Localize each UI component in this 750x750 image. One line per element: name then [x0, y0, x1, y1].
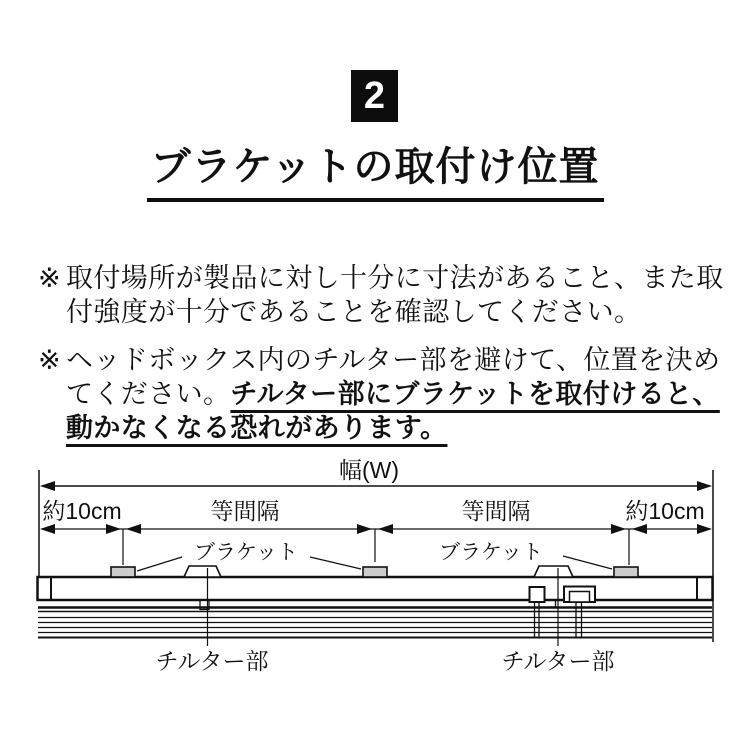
bracket-position-diagram — [0, 450, 750, 685]
right-spacing-label: 等間隔 — [461, 498, 531, 524]
right-margin-label: 約10cm — [625, 498, 705, 524]
headbox — [38, 577, 713, 600]
left-margin-label: 約10cm — [42, 498, 122, 524]
arrowhead-tick1-right — [126, 524, 141, 534]
tilter-cover-left — [184, 566, 221, 577]
arrowhead-right — [697, 481, 712, 491]
left-bracket-label: ブラケット — [194, 541, 298, 564]
title-wrap — [0, 143, 750, 202]
bracket-right — [614, 567, 638, 577]
arrowhead-right-end — [697, 524, 712, 534]
note-marker: ※ — [38, 345, 62, 375]
cord-lock-inner — [570, 592, 590, 603]
arrowhead-tick2-right — [378, 524, 393, 534]
arrowhead-tick2-left — [357, 524, 372, 534]
tilter-cover-right — [534, 566, 573, 577]
note-text-emphasis: チルター部にブラケットを取付けると、動かなくなる恐れがあります。 — [66, 379, 720, 443]
right-tilter-label: チルター部 — [501, 648, 615, 674]
arrowhead-tick1-left — [106, 524, 121, 534]
arrowhead-tick3-left — [611, 524, 626, 534]
arrowhead-tick3-right — [632, 524, 647, 534]
note-marker: ※ — [38, 263, 62, 293]
step-number-badge — [351, 70, 398, 122]
arrowhead-left-end — [40, 524, 55, 534]
note-tilter-warning — [38, 343, 728, 445]
step-number: 2 — [363, 74, 386, 117]
notes-list — [38, 261, 724, 459]
cord-guide — [545, 601, 556, 608]
page-title: ブラケットの取付け位置 — [147, 143, 604, 202]
left-spacing-label: 等間隔 — [210, 498, 280, 524]
arrowhead-left — [40, 481, 55, 491]
note-dimension-check — [38, 261, 728, 329]
left-tilter-label: チルター部 — [155, 648, 269, 674]
leader-bracket2 — [310, 557, 361, 569]
leader-bracket3 — [563, 556, 612, 569]
bracket-middle — [363, 567, 387, 577]
right-bracket-label: ブラケット — [439, 541, 543, 564]
tilt-mechanism-box — [530, 587, 545, 602]
width-label: 幅(W) — [338, 457, 400, 483]
note-text: 取付場所が製品に対し十分に寸法があること、また取付強度が十分であることを確認してください。 — [66, 263, 724, 327]
bracket-left — [111, 567, 135, 577]
note-text-normal: ヘッドボックス内のチルター部を避けて、位置を決めてください。 — [66, 345, 721, 409]
leader-bracket1 — [137, 557, 182, 571]
